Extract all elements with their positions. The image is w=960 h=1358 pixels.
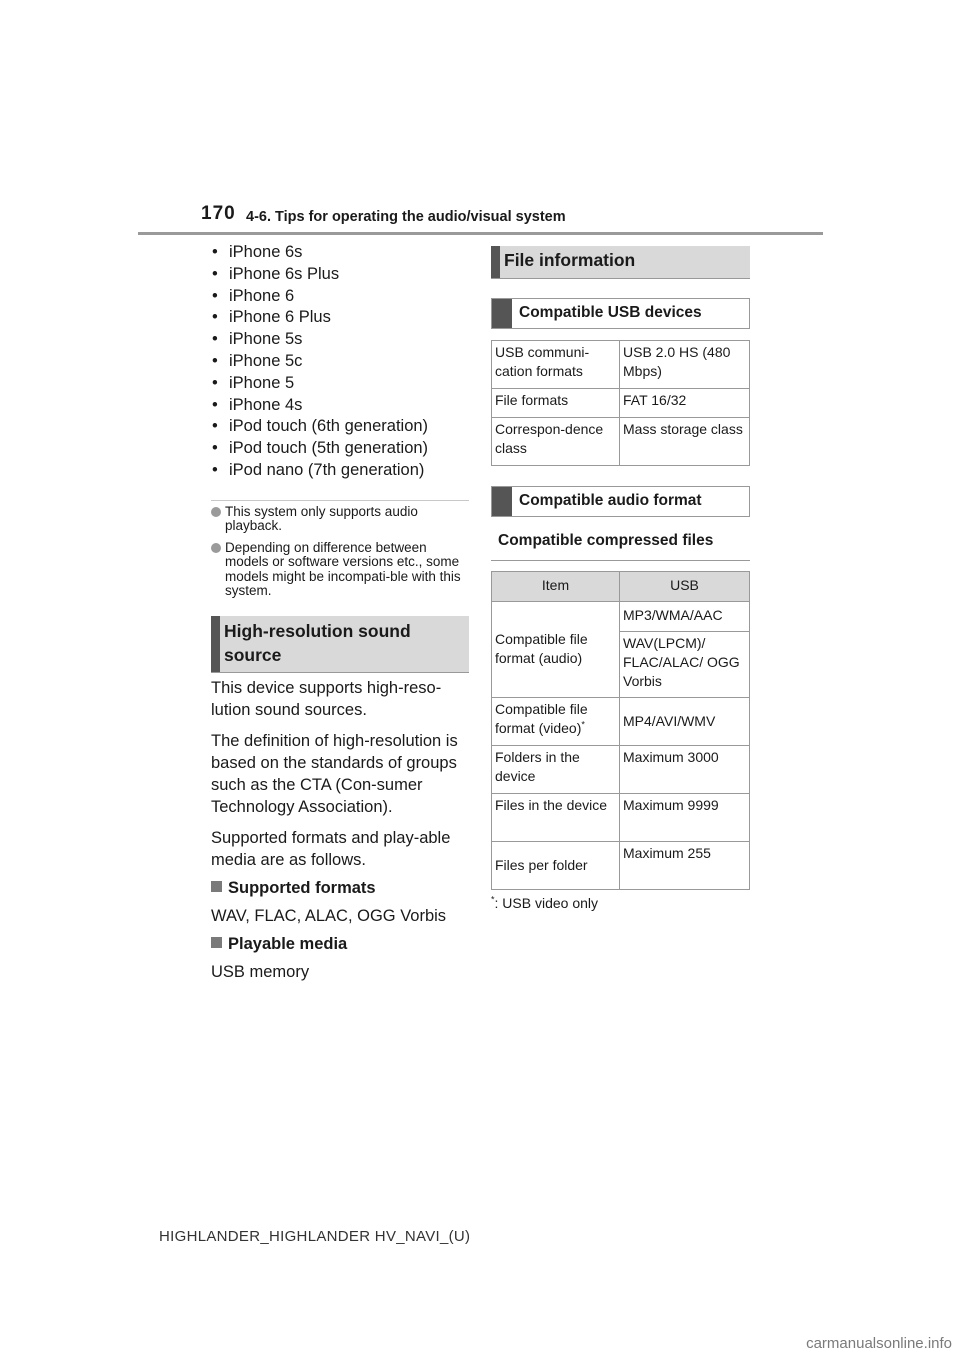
table-row: Correspon-dence class Mass storage class	[492, 418, 750, 466]
audio-format-heading: Compatible audio format	[491, 486, 750, 517]
note-item: This system only supports audio playback.	[211, 505, 469, 534]
list-item: • iPhone 6s	[212, 243, 303, 261]
list-item: • iPhone 6	[212, 286, 295, 305]
page-number: 170	[201, 203, 236, 224]
file-information-heading: File information	[491, 246, 750, 279]
list-item: • iPhone 4s	[212, 395, 303, 414]
header-divider	[138, 232, 823, 235]
notes-block	[211, 500, 469, 599]
footnote: *: USB video only	[491, 894, 599, 911]
list-item: • iPhone 5	[212, 373, 295, 392]
playable-media-text: USB memory	[211, 962, 310, 981]
table-row: Files per folder Maximum 255	[492, 842, 750, 890]
section-title: 4-6. Tips for operating the audio/visual system	[246, 209, 566, 225]
heading-bar-icon	[211, 616, 220, 672]
table-row: WAV(LPCM)/ FLAC/ALAC/ OGG Vorbis	[492, 632, 750, 698]
left-column	[211, 242, 469, 983]
note-item: Depending on difference between models or software versions etc., some models might be incompati-ble with this system.	[211, 541, 469, 599]
supported-formats-text: WAV, FLAC, ALAC, OGG Vorbis	[211, 906, 447, 925]
list-item: • iPhone 6 Plus	[212, 308, 331, 327]
table-row: Compatible file format (audio) MP3/WMA/AAC	[492, 602, 750, 632]
footer-model: HIGHLANDER_HIGHLANDER HV_NAVI_(U)	[159, 1228, 471, 1245]
supported-formats-heading: Supported formats	[211, 877, 469, 899]
compressed-files-table	[491, 571, 750, 890]
list-item: • iPhone 5c	[212, 351, 303, 370]
table-row: USB communi-cation formats USB 2.0 HS (480 Mbps)	[492, 341, 750, 389]
paragraph: Supported formats and play-able media are as follows.	[211, 828, 451, 869]
table-row: Folders in the device Maximum 3000	[492, 746, 750, 794]
heading-bar-icon	[491, 246, 500, 278]
compressed-files-title: Compatible compressed files	[491, 528, 750, 561]
heading-bar-icon	[492, 487, 512, 516]
paragraph: The definition of high-resolution is based on the standards of groups such as the CTA (Con-sumer Technology Association).	[211, 731, 458, 816]
high-resolution-heading: High-resolution sound source	[211, 616, 469, 673]
right-column	[491, 246, 750, 911]
list-item: • iPhone 6s Plus	[212, 264, 340, 283]
heading-bar-icon	[492, 299, 512, 328]
column-header: USB	[620, 572, 750, 602]
bullet-circle-icon	[211, 543, 221, 553]
square-bullet-icon	[211, 937, 222, 948]
usb-devices-table	[491, 340, 750, 466]
compatible-device-list	[211, 242, 469, 482]
usb-devices-heading: Compatible USB devices	[491, 298, 750, 329]
watermark-link[interactable]: carmanualsonline.info	[806, 1335, 952, 1352]
playable-media-heading: Playable media	[211, 933, 469, 955]
list-item: • iPhone 5s	[212, 330, 303, 349]
bullet-circle-icon	[211, 507, 221, 517]
column-header: Item	[492, 572, 620, 602]
table-row: Files in the device Maximum 9999	[492, 794, 750, 842]
list-item: • iPod nano (7th generation)	[212, 460, 425, 479]
paragraph: This device supports high-reso-lution sound sources.	[211, 678, 442, 719]
table-row: File formats FAT 16/32	[492, 389, 750, 418]
table-header-row	[492, 572, 750, 602]
list-item: • iPod touch (6th generation)	[212, 417, 429, 436]
square-bullet-icon	[211, 881, 222, 892]
list-item: • iPod touch (5th generation)	[212, 439, 429, 458]
table-row: Compatible file format (video)* MP4/AVI/WMV	[492, 698, 750, 746]
